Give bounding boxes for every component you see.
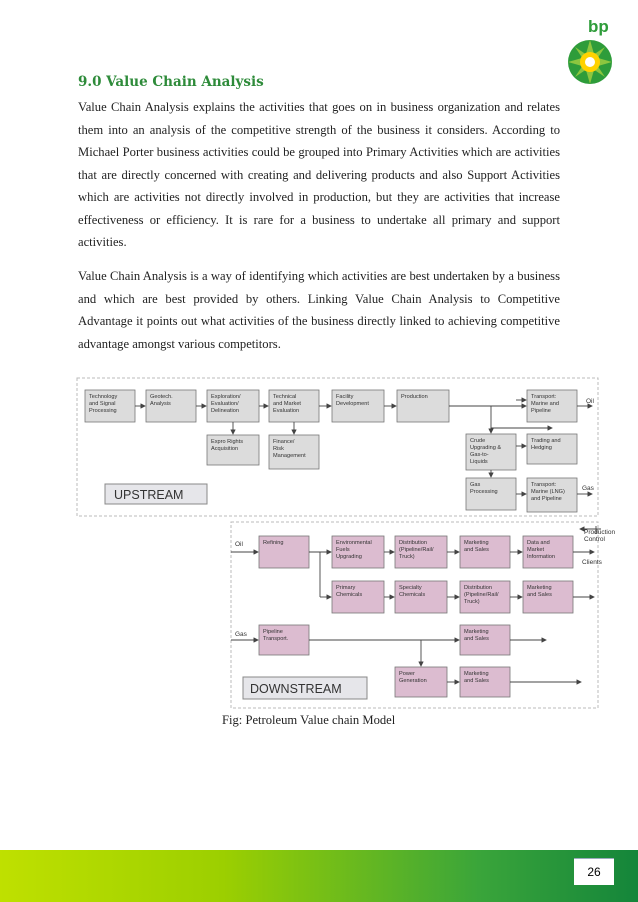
svg-text:Transport:Marine andPipeline: Transport: Marine and Pipeline (531, 394, 559, 414)
svg-text:Marketingand Sales: Marketing and Sales (464, 540, 489, 553)
figure-caption: Fig: Petroleum Value chain Model (222, 713, 396, 727)
downstream-gas-input: Gas (235, 631, 247, 638)
downstream-oil-input: Oil (235, 541, 243, 548)
downstream-box-pipeline (259, 625, 309, 655)
upstream-box-tech (85, 390, 135, 422)
upstream-box-transport-lng (527, 478, 577, 512)
upstream-box-facility (332, 390, 384, 422)
paragraph-1: Value Chain Analysis explains the activities that goes on in business organization and relates them into an analysis of the competitive strength of the business it considers. According to Michael Porter business activities could be grouped into Primary Activities which are activities that are directly concerned with creating and delivering products and also Support Activities which are activities not directly involved in production, but they are activities that increase effectiveness or efficiency. It is rare for a business to undertake all primary and support activities. (78, 100, 560, 249)
upstream-box-production (397, 390, 449, 422)
svg-text:PowerGeneration: Power Generation (399, 671, 427, 684)
svg-text:Distribution(Pipeline/Rail/Tru: Distribution (Pipeline/Rail/ Truck) (464, 585, 499, 605)
svg-text:Refining: Refining (263, 540, 284, 546)
upstream-box-transport-marine (527, 390, 577, 422)
upstream-box-finance (269, 435, 319, 469)
downstream-box-specialty-chem (395, 581, 447, 613)
upstream-gas-output: Gas (582, 485, 594, 492)
upstream-box-technical-market (269, 390, 319, 422)
svg-text:Exploration/Evaluation/Delinea: Exploration/ Evaluation/ Delineation (211, 394, 241, 414)
page-number: 26 (574, 858, 614, 885)
svg-text:DOWNSTREAM: DOWNSTREAM (250, 682, 342, 696)
svg-text:Finance/RiskManagement: Finance/ Risk Management (273, 439, 306, 459)
footer-bar (0, 850, 638, 902)
svg-text:PipelineTransport.: Pipeline Transport. (263, 629, 289, 642)
upstream-oil-output: Oil (586, 398, 594, 405)
upstream-box-expro (207, 435, 259, 465)
clients-label: Clients (582, 559, 602, 566)
upstream-box-trading (527, 434, 577, 464)
downstream-box-marketing-2 (523, 581, 573, 613)
bp-logo-text: bp (588, 17, 609, 36)
svg-text:CrudeUpgrading &Gas-to-Liquids: Crude Upgrading & Gas-to-Liquids (470, 438, 502, 465)
downstream-box-marketing-3 (460, 625, 510, 655)
svg-text:SpecialtyChemicals: Specialty Chemicals (399, 585, 426, 598)
svg-text:Technicaland MarketEvaluation: Technical and Market Evaluation (273, 394, 301, 414)
svg-text:Expro RightsAcquisition: Expro Rights Acquisition (211, 439, 244, 452)
svg-text:Technologyand SignalProcessing: Technology and Signal Processing (89, 394, 118, 414)
downstream-box-marketing-4 (460, 667, 510, 697)
downstream-box-distribution-1 (395, 536, 447, 568)
svg-text:UPSTREAM: UPSTREAM (114, 488, 184, 502)
section-heading: 9.0 Value Chain Analysis (78, 74, 264, 90)
downstream-box-data-market (523, 536, 573, 568)
production-control-label: Production Control (584, 529, 616, 543)
value-chain-diagram (76, 376, 638, 712)
upstream-box-gas-processing (466, 478, 516, 510)
downstream-box-env-fuels (332, 536, 384, 568)
svg-text:Transport:Marine (LNG)and Pipe: Transport: Marine (LNG) and Pipeline (531, 482, 565, 502)
downstream-box-refining (259, 536, 309, 568)
downstream-box-distribution-2 (460, 581, 510, 613)
downstream-box-primary-chem (332, 581, 384, 613)
svg-text:Marketingand Sales: Marketing and Sales (527, 585, 552, 598)
paragraph-2: Value Chain Analysis is a way of identifying which activities are best undertaken by a business and which are best provided by others. Linking Value Chain Analysis to Competitive Advantage it points out what activities of the business directly linked to achieving competitive advantage amongst various competitors. (78, 269, 560, 351)
bp-helios-icon (568, 40, 612, 84)
downstream-box-marketing-1 (460, 536, 510, 568)
upstream-box-exploration (207, 390, 259, 422)
svg-text:PrimaryChemicals: Primary Chemicals (336, 585, 363, 598)
svg-text:GasProcessing: Gas Processing (470, 482, 498, 495)
svg-text:FacilityDevelopment: Facility Development (336, 394, 369, 407)
svg-text:Marketingand Sales: Marketing and Sales (464, 671, 489, 684)
svg-text:EnvironmentalFuelsUpgrading: Environmental Fuels Upgrading (336, 540, 372, 560)
svg-text:Distribution(Pipeline/Rail/Tru: Distribution (Pipeline/Rail/ Truck) (399, 540, 434, 560)
svg-text:Geotech.Analysis: Geotech. Analysis (150, 394, 173, 407)
svg-text:Data andMarketInformation: Data and Market Information (527, 540, 555, 560)
svg-text:Marketingand Sales: Marketing and Sales (464, 629, 489, 642)
svg-text:Production: Production (401, 394, 428, 400)
bp-logo (550, 12, 630, 92)
svg-text:Trading andHedging: Trading and Hedging (531, 438, 561, 451)
downstream-label (243, 677, 367, 699)
upstream-box-geotech (146, 390, 196, 422)
upstream-label (105, 484, 207, 504)
upstream-box-crude (466, 434, 516, 470)
downstream-box-power (395, 667, 447, 697)
